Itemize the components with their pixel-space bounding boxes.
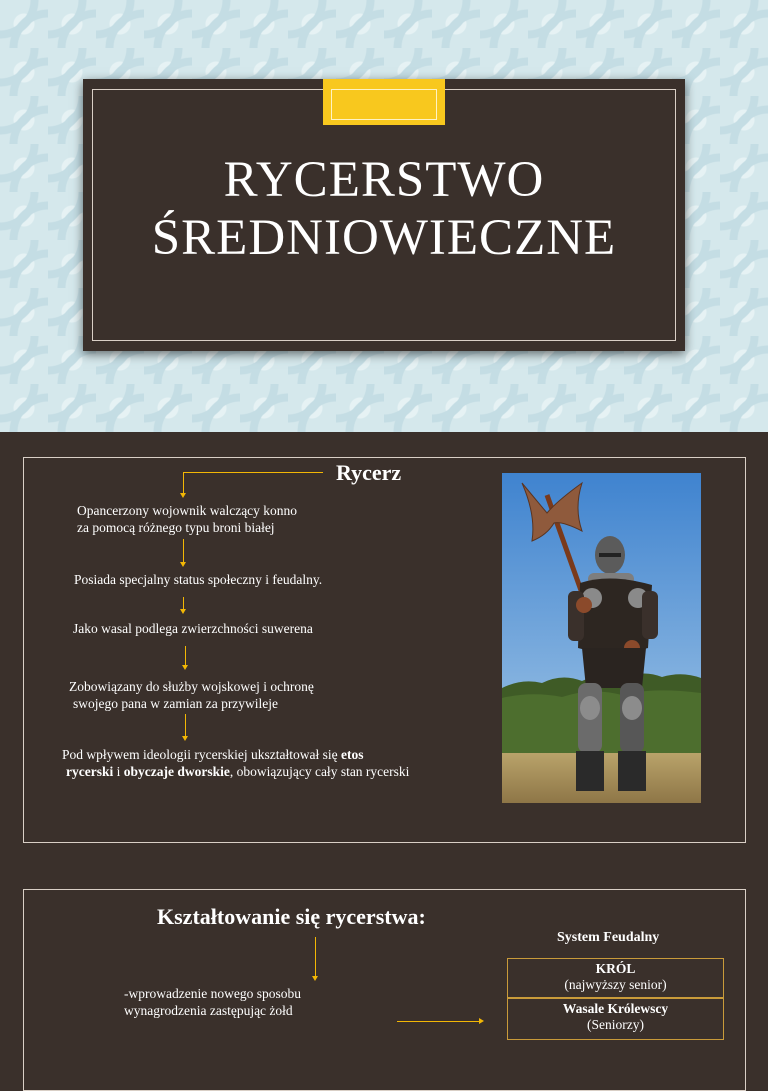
formation-point-1-line-1: -wprowadzenie nowego sposobu	[124, 986, 301, 1001]
title-line-1: RYCERSTWO	[223, 152, 545, 208]
formation-point-1	[124, 985, 301, 1019]
rycerz-heading: Rycerz	[336, 460, 402, 485]
connector-line	[397, 1021, 480, 1022]
arrow-down-icon	[312, 976, 318, 981]
slide-title	[83, 151, 685, 267]
king-sublabel: (najwyższy senior)	[564, 977, 667, 992]
point-5-text-a: Pod wpływem ideologii rycerskiej ukształtował się	[62, 747, 341, 762]
feudal-box-king	[507, 958, 724, 998]
formation-point-1-line-2: wynagrodzenia zastępując żołd	[124, 1003, 293, 1018]
arrow-down-icon	[180, 562, 186, 567]
point-4-line-2: swojego pana w zamian za przywileje	[73, 696, 279, 711]
accent-tab-outline	[331, 89, 437, 120]
title-line-2: ŚREDNIOWIECZNE	[151, 210, 617, 266]
point-5	[62, 746, 409, 780]
point-1-line-1: Opancerzony wojownik walczący konno	[77, 503, 298, 518]
arrow-down-icon	[180, 493, 186, 498]
connector-line	[315, 937, 316, 977]
point-5-line-1	[62, 746, 409, 763]
point-1-line-2: za pomocą różnego typu broni białej	[77, 520, 275, 535]
point-5-line-2	[62, 763, 409, 780]
point-2: Posiada specjalny status społeczny i feudalny.	[74, 572, 323, 587]
connector-line	[183, 472, 323, 473]
king-label: KRÓL	[595, 961, 636, 976]
formation-heading: Kształtowanie się rycerstwa:	[157, 904, 426, 929]
arrow-down-icon	[180, 609, 186, 614]
title-slide	[0, 0, 768, 432]
point-1	[77, 502, 297, 536]
point-3: Jako wasal podlega zwierzchności suwerena	[73, 621, 313, 636]
point-5-bold-rycerski: rycerski	[66, 764, 114, 779]
point-5-bold-etos: etos	[340, 747, 364, 762]
connector-line	[183, 472, 184, 494]
arrow-down-icon	[182, 665, 188, 670]
connector-line	[183, 539, 184, 563]
royal-vassals-label: Wasale Królewscy	[562, 1001, 669, 1016]
title-card	[83, 79, 685, 351]
arrow-right-icon	[479, 1018, 484, 1024]
feudal-box-royal-vassals	[507, 998, 724, 1040]
knight-photo	[502, 473, 701, 803]
connector-line	[185, 646, 186, 666]
arrow-down-icon	[182, 736, 188, 741]
point-5-text-f: , obowiązujący cały stan rycerski	[229, 764, 410, 779]
feudal-system-title: System Feudalny	[557, 930, 660, 945]
point-5-bold-obyczaje: obyczaje dworskie	[123, 764, 230, 779]
point-5-text-d: i	[113, 764, 124, 779]
royal-vassals-sublabel: (Seniorzy)	[587, 1017, 644, 1032]
point-4-line-1: Zobowiązany do służby wojskowej i ochronę	[69, 679, 314, 694]
point-4	[69, 678, 314, 712]
connector-line	[185, 714, 186, 737]
